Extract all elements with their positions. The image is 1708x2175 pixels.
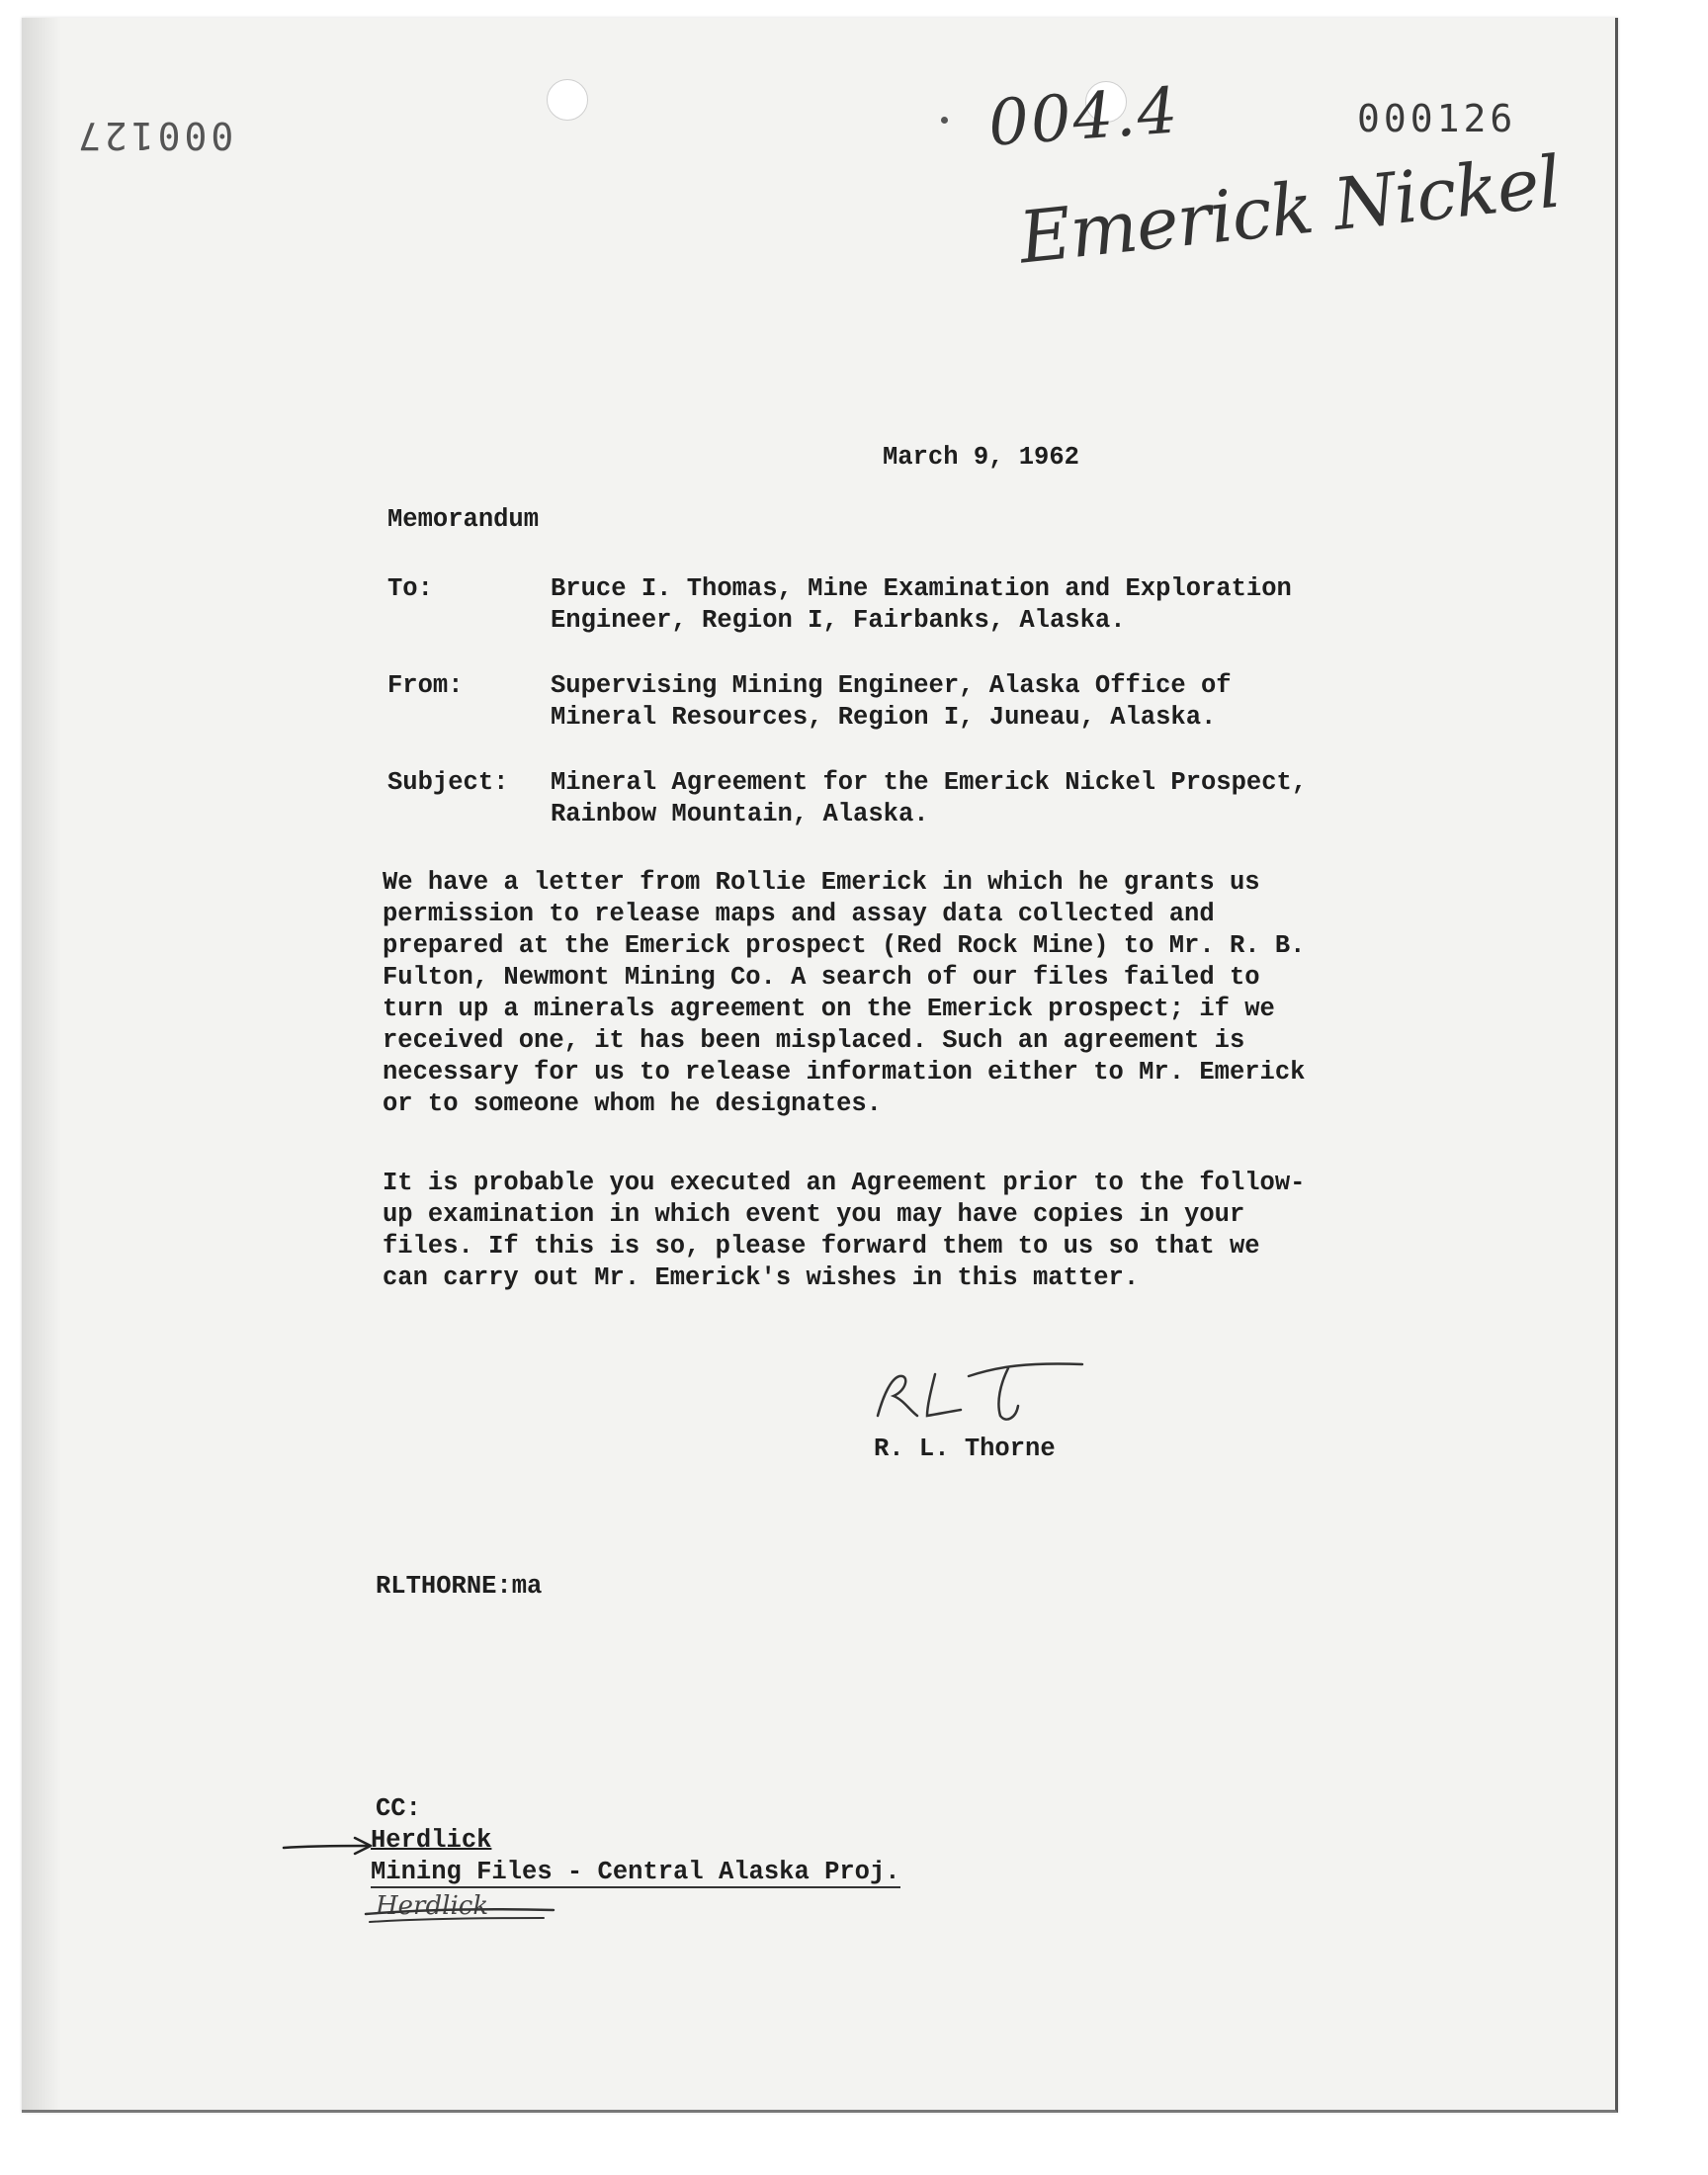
subject-line: Mineral Agreement for the Emerick Nickel Prospect, <box>551 768 1308 797</box>
from-label: From: <box>387 671 464 700</box>
handwritten-struck-name: Herdlick <box>376 1891 489 1921</box>
paragraph-line: turn up a minerals agreement on the Emerick prospect; if we <box>383 995 1275 1023</box>
to-label: To: <box>387 574 433 603</box>
subject-label: Subject: <box>387 768 509 797</box>
paragraph-line: We have a letter from Rollie Emerick in which he grants us <box>383 868 1260 897</box>
document-number-stamp: 000126 <box>1357 97 1517 140</box>
pen-dot <box>941 117 948 124</box>
paragraph-line: files. If this is so, please forward them to us so that we <box>383 1232 1260 1261</box>
paragraph-line: prepared at the Emerick prospect (Red Rock Mine) to Mr. R. B. <box>383 931 1306 960</box>
strikethrough-mark <box>356 1892 563 1932</box>
paragraph-line: necessary for us to release information either to Mr. Emerick <box>383 1058 1306 1087</box>
cc-recipient-text: Mining Files - Central Alaska Proj. <box>371 1858 900 1886</box>
cc-label: CC: <box>376 1794 421 1823</box>
paragraph-line: It is probable you executed an Agreement prior to the follow- <box>383 1169 1306 1197</box>
handwritten-file-number: 004.4 <box>985 74 1182 161</box>
memo-date: March 9, 1962 <box>883 443 1079 472</box>
from-line: Mineral Resources, Region I, Juneau, Alaska. <box>551 703 1217 732</box>
body-paragraph-2 <box>383 1168 1305 1294</box>
handwritten-signature-initials <box>870 1354 1107 1434</box>
from-line: Supervising Mining Engineer, Alaska Office of <box>551 671 1232 700</box>
memo-heading: Memorandum <box>387 505 540 534</box>
cc-recipient: Herdlick <box>371 1826 492 1855</box>
signer-name: R. L. Thorne <box>874 1435 1056 1463</box>
punch-hole-left <box>547 79 588 121</box>
page-edge-shadow <box>22 18 61 2110</box>
paragraph-line: Fulton, Newmont Mining Co. A search of our files failed to <box>383 963 1260 992</box>
handwritten-topic: Emerick Nickel <box>1015 139 1565 280</box>
body-paragraph-1 <box>383 867 1305 1120</box>
paragraph-line: can carry out Mr. Emerick's wishes in this matter. <box>383 1263 1140 1292</box>
arrow-right-icon <box>282 1834 376 1858</box>
cc-recipient <box>371 1857 900 1888</box>
from-value <box>551 670 1232 734</box>
paragraph-line: permission to release maps and assay data collected and <box>383 900 1215 928</box>
to-value <box>551 573 1292 637</box>
subject-value <box>551 767 1307 830</box>
document-number-stamp-inverted: 000127 <box>74 114 234 157</box>
to-line: Bruce I. Thomas, Mine Examination and Exploration <box>551 574 1292 603</box>
to-line: Engineer, Region I, Fairbanks, Alaska. <box>551 606 1126 635</box>
subject-line: Rainbow Mountain, Alaska. <box>551 800 929 828</box>
paragraph-line: or to someone whom he designates. <box>383 1089 882 1118</box>
paragraph-line: received one, it has been misplaced. Such an agreement is <box>383 1026 1245 1055</box>
paragraph-line: up examination in which event you may have copies in your <box>383 1200 1245 1229</box>
reference-initials: RLTHORNE:ma <box>376 1572 543 1601</box>
